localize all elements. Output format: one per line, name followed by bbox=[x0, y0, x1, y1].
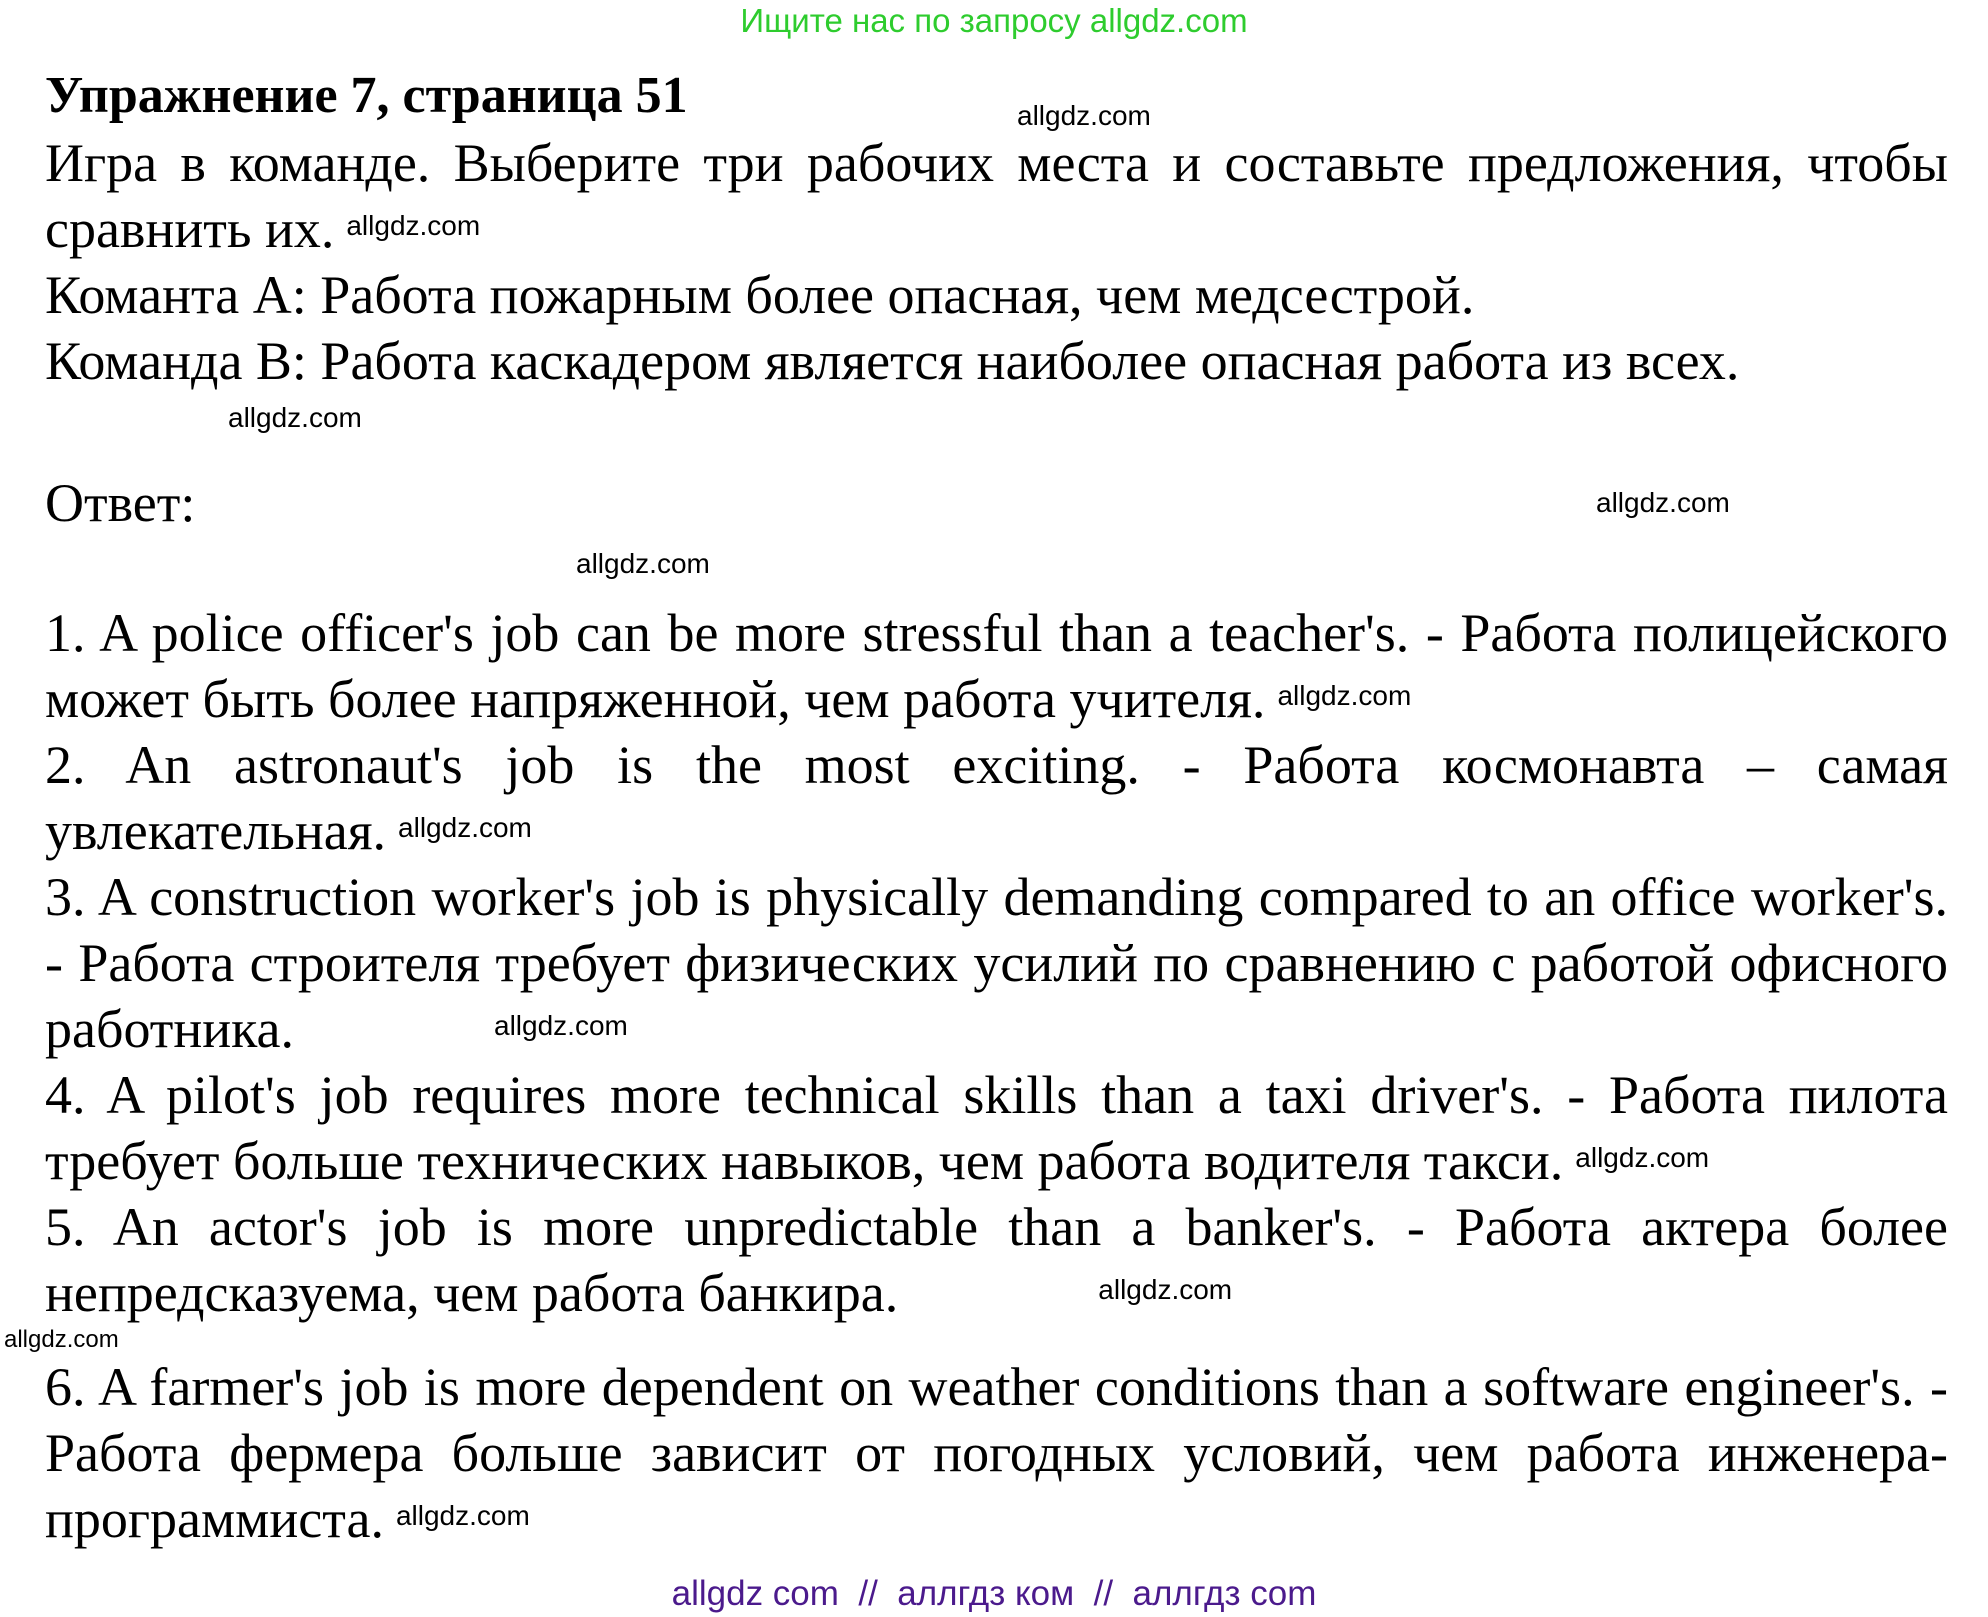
answer-item bbox=[45, 1354, 1948, 1552]
watermark: allgdz.com bbox=[1017, 100, 1151, 131]
watermark: allgdz.com bbox=[398, 812, 532, 843]
watermark: allgdz.com bbox=[1098, 1274, 1233, 1305]
footer-watermark: allgdz com // аллгдз ком // аллгдз com bbox=[671, 1574, 1317, 1613]
answer-text: 2. An astronaut's job is the most exciting. - Работа космонавта – самая увлекательная. bbox=[45, 735, 1948, 861]
answer-text: 6. A farmer's job is more dependent on weather conditions than a software engineer's. - Работа фермера больше зависит от погодных условий, чем работа инженера-программиста. bbox=[45, 1357, 1948, 1549]
task-text: Игра в команде. Выберите три рабочих места и составьте предложения, чтобы сравнить их. bbox=[45, 133, 1948, 259]
watermark: allgdz.com bbox=[1596, 487, 1730, 518]
watermark: allgdz.com bbox=[1277, 680, 1412, 711]
answer-label: Ответ: bbox=[45, 473, 196, 533]
team-b-example: Команда B: Работа каскадером является наиболее опасная работа из всех. bbox=[45, 331, 1740, 391]
task-paragraph bbox=[45, 130, 1948, 262]
answer-text: 3. A construction worker's job is physically demanding compared to an office worker's. - Работа строителя требует физических усилий по сравнению с работой офисного работника. bbox=[45, 867, 1948, 1059]
answer-text: 4. A pilot's job requires more technical skills than a taxi driver's. - Работа пилота требует больше технических навыков, чем работа водителя такси. bbox=[45, 1065, 1948, 1191]
answer-text: 1. A police officer's job can be more stressful than a teacher's. - Работа полицейского может быть более напряженной, чем работа учителя. bbox=[45, 603, 1948, 729]
watermark: allgdz.com bbox=[576, 548, 710, 579]
answer-item bbox=[45, 1194, 1948, 1326]
exercise-task bbox=[45, 130, 1948, 394]
exercise-title: Упражнение 7, страница 51 bbox=[45, 67, 688, 124]
search-banner: Ищите нас по запросу allgdz.com bbox=[740, 2, 1248, 39]
answer-item bbox=[45, 1062, 1948, 1194]
watermark: allgdz.com bbox=[395, 1500, 530, 1531]
answer-item bbox=[45, 600, 1948, 732]
team-a-example: Команта А: Работа пожарным более опасная, чем медсестрой. bbox=[45, 265, 1475, 325]
watermark: allgdz.com bbox=[346, 210, 481, 241]
watermark: allgdz.com bbox=[494, 1010, 628, 1041]
answer-item bbox=[45, 732, 1948, 864]
watermark: allgdz.com bbox=[4, 1326, 119, 1353]
answers-list bbox=[4, 600, 1948, 1552]
answer-text: 5. An actor's job is more unpredictable than a banker's. - Работа актера более непредсказуема, чем работа банкира. bbox=[45, 1197, 1948, 1323]
watermark: allgdz.com bbox=[228, 402, 362, 433]
watermark: allgdz.com bbox=[1575, 1142, 1710, 1173]
answer-item bbox=[45, 864, 1948, 1062]
